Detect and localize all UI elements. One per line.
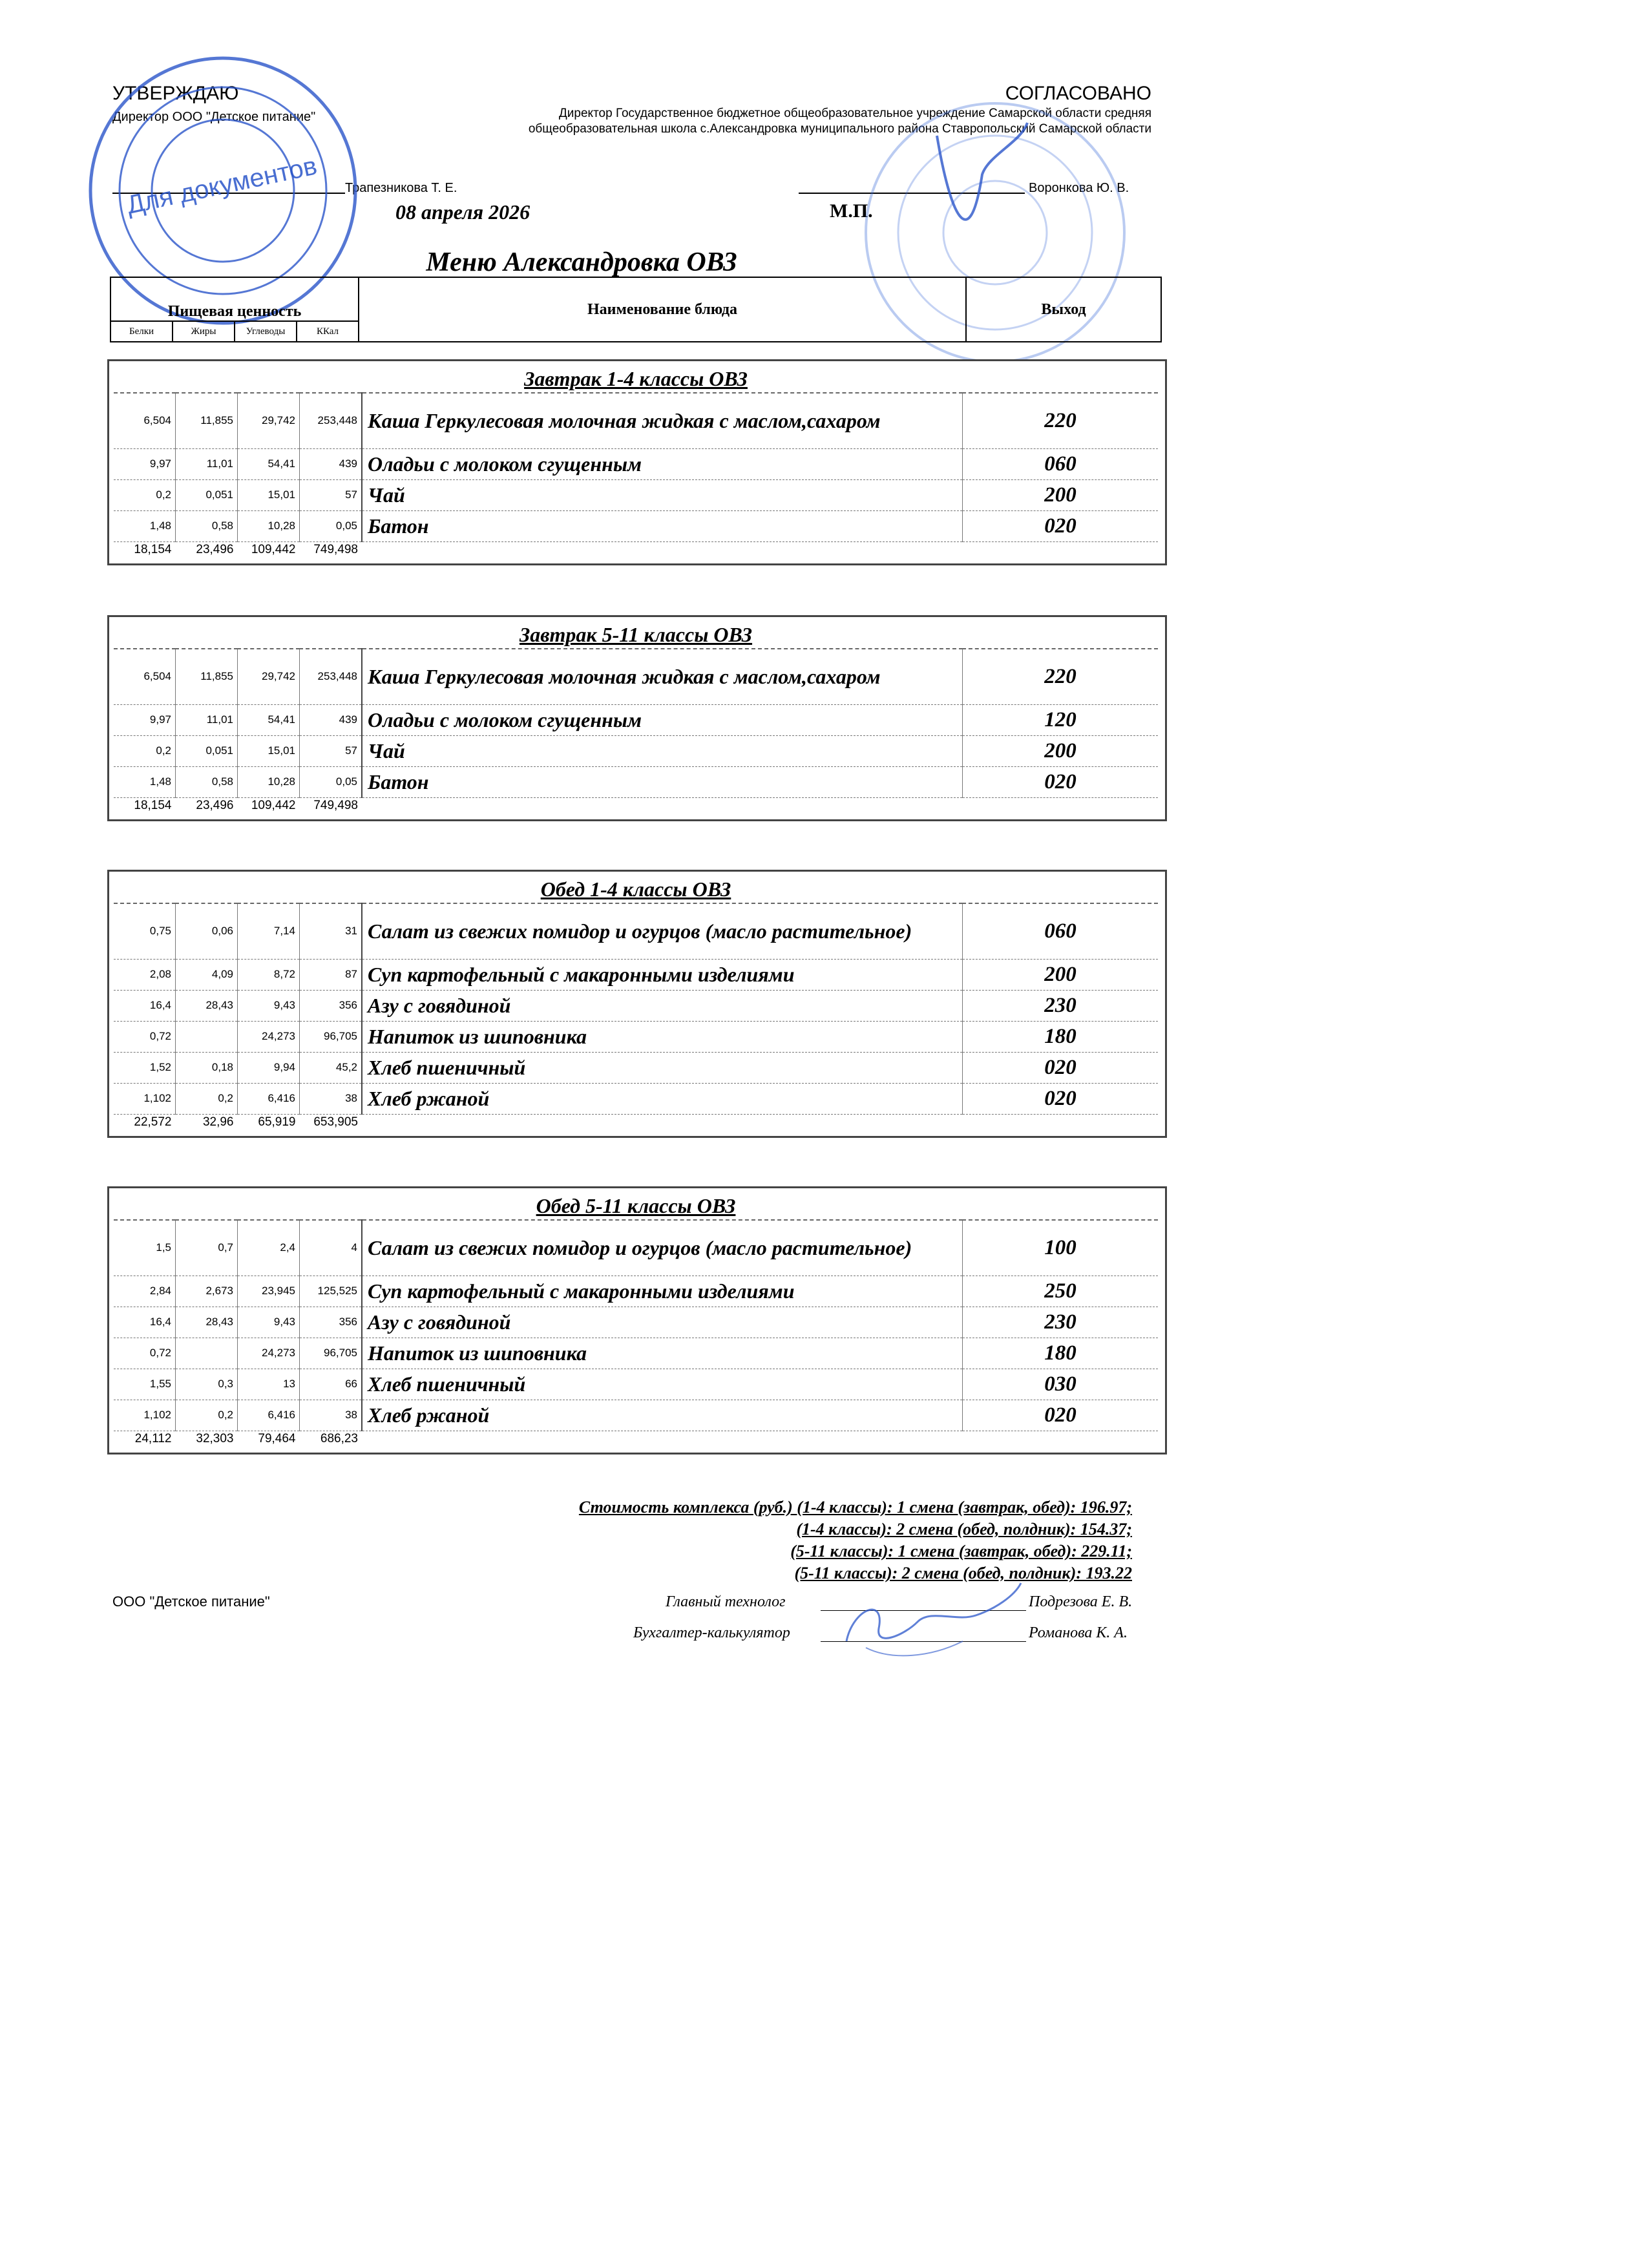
nutrition-value: 38 [300, 1083, 362, 1114]
menu-row [114, 1021, 1158, 1052]
approve-title: УТВЕРЖДАЮ [112, 83, 239, 104]
nutrition-value: 9,94 [238, 1052, 300, 1083]
nutrition-value: 0,58 [176, 766, 238, 797]
nutrition-value: 6,504 [114, 649, 176, 704]
total-row [114, 1431, 1158, 1447]
nutrition-value: 1,102 [114, 1083, 176, 1114]
dish-yield: 200 [963, 479, 1159, 510]
nutrition-value: 13 [238, 1369, 300, 1400]
technologist-label: Главный технолог [666, 1593, 786, 1610]
stamp-place-label: М.П. [830, 200, 873, 222]
menu-row [114, 704, 1158, 735]
nutrition-value: 11,855 [176, 649, 238, 704]
nutrition-value: 0,7 [176, 1220, 238, 1276]
nutrition-value: 0,2 [176, 1400, 238, 1431]
nutrition-value: 10,28 [238, 510, 300, 541]
menu-title: Меню Александровка ОВЗ [426, 247, 737, 277]
dish-header: Наименование блюда [359, 277, 966, 342]
nutrition-value: 2,4 [238, 1220, 300, 1276]
menu-row [114, 1307, 1158, 1338]
dish-yield: 060 [963, 448, 1159, 479]
section-title: Завтрак 1-4 классы ОВЗ [114, 365, 1158, 393]
menu-row [114, 903, 1158, 959]
accountant-name: Романова К. А. [1029, 1624, 1128, 1641]
nutrition-value: 253,448 [300, 393, 362, 448]
nutrition-value: 0,2 [176, 1083, 238, 1114]
total-spacer [362, 1431, 963, 1447]
total-value: 749,498 [313, 799, 358, 813]
total-spacer [963, 797, 1159, 814]
total-value: 18,154 [134, 543, 172, 557]
menu-row [114, 735, 1158, 766]
dish-yield: 020 [963, 510, 1159, 541]
nutrition-value: 11,855 [176, 393, 238, 448]
dish-yield: 220 [963, 649, 1159, 704]
dish-name: Салат из свежих помидор и огурцов (масло растительное) [362, 1220, 963, 1276]
total-value: 23,496 [196, 799, 234, 813]
total-value: 18,154 [134, 799, 172, 813]
menu-section-table [114, 365, 1158, 558]
nutrition-value: 2,08 [114, 959, 176, 990]
nutrition-value: 28,43 [176, 990, 238, 1021]
nutrition-value: 0,2 [114, 479, 176, 510]
dish-name: Хлеб ржаной [362, 1400, 963, 1431]
nutrition-value: 54,41 [238, 704, 300, 735]
agreed-subtitle: Директор Государственное бюджетное общеобразовательное учреждение Самарской области средняя общеобразовательная школа с.Александровка муниципального района Ставропольский Самарской области [528, 107, 1151, 136]
dish-yield: 020 [963, 766, 1159, 797]
nutrition-value: 6,416 [238, 1400, 300, 1431]
nutrition-value: 439 [300, 448, 362, 479]
menu-section [107, 870, 1167, 1138]
nutrition-value: 6,416 [238, 1083, 300, 1114]
nutrition-value: 38 [300, 1400, 362, 1431]
dish-yield: 020 [963, 1400, 1159, 1431]
menu-section [107, 359, 1167, 565]
carbs-header: Углеводы [235, 321, 297, 342]
nutrition-value: 96,705 [300, 1338, 362, 1369]
menu-row [114, 393, 1158, 448]
dish-yield: 180 [963, 1021, 1159, 1052]
dish-name: Суп картофельный с макаронными изделиями [362, 1276, 963, 1307]
dish-yield: 250 [963, 1276, 1159, 1307]
dish-name: Хлеб пшеничный [362, 1369, 963, 1400]
nutrition-value: 0,72 [114, 1021, 176, 1052]
nutrition-value: 9,97 [114, 448, 176, 479]
menu-row [114, 1400, 1158, 1431]
cost-line-2: (1-4 классы): 2 смена (обед, полдник): 154.37; [796, 1520, 1132, 1538]
total-value: 749,498 [313, 543, 358, 557]
nutrition-value: 0,051 [176, 479, 238, 510]
menu-section [107, 615, 1167, 821]
nutrition-value: 0,06 [176, 903, 238, 959]
menu-section-table [114, 876, 1158, 1131]
menu-row [114, 1083, 1158, 1114]
approve-subtitle: Директор ООО "Детское питание" [112, 110, 316, 124]
total-value: 65,919 [258, 1115, 296, 1129]
nutrition-value: 1,52 [114, 1052, 176, 1083]
total-value: 653,905 [313, 1115, 358, 1129]
dish-yield: 020 [963, 1052, 1159, 1083]
nutrition-value: 7,14 [238, 903, 300, 959]
total-value: 79,464 [258, 1432, 296, 1446]
total-value: 686,23 [320, 1432, 358, 1446]
nutrition-value: 10,28 [238, 766, 300, 797]
dish-name: Батон [362, 766, 963, 797]
total-spacer [362, 541, 963, 558]
total-value: 24,112 [134, 1432, 172, 1446]
nutrition-value: 9,97 [114, 704, 176, 735]
menu-row [114, 766, 1158, 797]
nutrition-value: 11,01 [176, 704, 238, 735]
nutrition-value: 16,4 [114, 990, 176, 1021]
dish-name: Хлеб пшеничный [362, 1052, 963, 1083]
signature-icon [827, 1570, 1034, 1667]
nutrition-value: 23,945 [238, 1276, 300, 1307]
menu-row [114, 649, 1158, 704]
nutrition-value: 87 [300, 959, 362, 990]
total-row [114, 1114, 1158, 1131]
nutrition-value: 4 [300, 1220, 362, 1276]
total-value: 22,572 [134, 1115, 172, 1129]
nutrition-value: 57 [300, 479, 362, 510]
nutrition-value: 15,01 [238, 735, 300, 766]
cost-line-1: Стоимость комплекса (руб.) (1-4 классы): 1 смена (завтрак, обед): 196.97; [578, 1498, 1132, 1517]
nutrition-value: 439 [300, 704, 362, 735]
nutrition-value: 0,05 [300, 510, 362, 541]
nutrition-value: 29,742 [238, 649, 300, 704]
approve-date: 08 апреля 2026 [395, 200, 530, 224]
total-value: 109,442 [251, 543, 296, 557]
menu-row [114, 510, 1158, 541]
dish-yield: 180 [963, 1338, 1159, 1369]
menu-section [107, 1186, 1167, 1454]
nutrition-value: 356 [300, 1307, 362, 1338]
approve-signer: Трапезникова Т. Е. [345, 181, 457, 195]
nutrition-value: 0,58 [176, 510, 238, 541]
nutrition-value: 0,3 [176, 1369, 238, 1400]
nutrition-value: 0,18 [176, 1052, 238, 1083]
total-spacer [963, 541, 1159, 558]
dish-name: Салат из свежих помидор и огурцов (масло растительное) [362, 903, 963, 959]
nutrition-value: 54,41 [238, 448, 300, 479]
nutrition-value: 8,72 [238, 959, 300, 990]
technologist-name: Подрезова Е. В. [1029, 1593, 1133, 1610]
total-row [114, 541, 1158, 558]
total-row [114, 797, 1158, 814]
nutrition-value: 29,742 [238, 393, 300, 448]
nutrition-value: 1,48 [114, 510, 176, 541]
dish-name: Каша Геркулесовая молочная жидкая с маслом,сахаром [362, 393, 963, 448]
menu-row [114, 990, 1158, 1021]
nutrition-value: 1,5 [114, 1220, 176, 1276]
nutrition-value: 16,4 [114, 1307, 176, 1338]
total-spacer [963, 1114, 1159, 1131]
menu-row [114, 1220, 1158, 1276]
nutrition-value: 0,05 [300, 766, 362, 797]
column-header-table [110, 277, 1162, 342]
dish-yield: 220 [963, 393, 1159, 448]
cost-line-3: (5-11 классы): 1 смена (завтрак, обед): 229.11; [790, 1542, 1132, 1560]
nutrition-value: 356 [300, 990, 362, 1021]
agreed-signer: Воронкова Ю. В. [1029, 181, 1129, 195]
dish-yield: 200 [963, 959, 1159, 990]
nutrition-value: 0,2 [114, 735, 176, 766]
menu-row [114, 1338, 1158, 1369]
agreed-title: СОГЛАСОВАНО [1005, 83, 1151, 104]
nutrition-value: 6,504 [114, 393, 176, 448]
total-spacer [362, 797, 963, 814]
nutrition-value: 9,43 [238, 990, 300, 1021]
nutrition-value: 0,051 [176, 735, 238, 766]
nutrition-value: 28,43 [176, 1307, 238, 1338]
nutrition-value: 2,673 [176, 1276, 238, 1307]
accountant-label: Бухгалтер-калькулятор [633, 1624, 790, 1641]
nutrition-value [176, 1338, 238, 1369]
menu-row [114, 1369, 1158, 1400]
stamp-text: Для документов [124, 151, 320, 220]
dish-yield: 120 [963, 704, 1159, 735]
dish-yield: 230 [963, 990, 1159, 1021]
menu-row [114, 479, 1158, 510]
dish-name: Напиток из шиповника [362, 1338, 963, 1369]
total-value: 32,96 [202, 1115, 234, 1129]
nutrition-value: 96,705 [300, 1021, 362, 1052]
nutrition-value: 9,43 [238, 1307, 300, 1338]
dish-name: Хлеб ржаной [362, 1083, 963, 1114]
dish-name: Азу с говядиной [362, 1307, 963, 1338]
nutrition-value: 1,102 [114, 1400, 176, 1431]
nutrition-value: 0,72 [114, 1338, 176, 1369]
nutrition-value: 4,09 [176, 959, 238, 990]
dish-name: Каша Геркулесовая молочная жидкая с маслом,сахаром [362, 649, 963, 704]
nutrition-value [176, 1021, 238, 1052]
total-value: 32,303 [196, 1432, 234, 1446]
nutrition-value: 0,75 [114, 903, 176, 959]
section-title: Завтрак 5-11 классы ОВЗ [114, 621, 1158, 649]
nutrition-value: 24,273 [238, 1021, 300, 1052]
total-spacer [963, 1431, 1159, 1447]
yield-header: Выход [966, 277, 1161, 342]
dish-yield: 230 [963, 1307, 1159, 1338]
cost-line-4: (5-11 классы): 2 смена (обед, полдник): 193.22 [794, 1564, 1132, 1582]
section-title: Обед 1-4 классы ОВЗ [114, 876, 1158, 903]
section-title: Обед 5-11 классы ОВЗ [114, 1192, 1158, 1220]
total-value: 23,496 [196, 543, 234, 557]
dish-yield: 020 [963, 1083, 1159, 1114]
dish-name: Азу с говядиной [362, 990, 963, 1021]
menu-section-table [114, 1192, 1158, 1447]
nutrition-header: Пищевая ценность [110, 277, 359, 321]
dish-name: Оладьи с молоком сгущенным [362, 448, 963, 479]
nutrition-value: 15,01 [238, 479, 300, 510]
menu-row [114, 1052, 1158, 1083]
dish-name: Оладьи с молоком сгущенным [362, 704, 963, 735]
dish-name: Чай [362, 735, 963, 766]
menu-section-table [114, 621, 1158, 814]
dish-yield: 100 [963, 1220, 1159, 1276]
nutrition-value: 45,2 [300, 1052, 362, 1083]
nutrition-value: 253,448 [300, 649, 362, 704]
nutrition-value: 125,525 [300, 1276, 362, 1307]
kcal-header: ККал [297, 321, 359, 342]
nutrition-value: 1,55 [114, 1369, 176, 1400]
menu-row [114, 959, 1158, 990]
menu-row [114, 448, 1158, 479]
nutrition-value: 2,84 [114, 1276, 176, 1307]
total-value: 109,442 [251, 799, 296, 813]
dish-name: Напиток из шиповника [362, 1021, 963, 1052]
footer-company: ООО "Детское питание" [112, 1593, 270, 1610]
protein-header: Белки [110, 321, 173, 342]
dish-name: Суп картофельный с макаронными изделиями [362, 959, 963, 990]
dish-yield: 030 [963, 1369, 1159, 1400]
nutrition-value: 1,48 [114, 766, 176, 797]
dish-yield: 200 [963, 735, 1159, 766]
dish-yield: 060 [963, 903, 1159, 959]
dish-name: Батон [362, 510, 963, 541]
dish-name: Чай [362, 479, 963, 510]
total-spacer [362, 1114, 963, 1131]
nutrition-value: 24,273 [238, 1338, 300, 1369]
nutrition-value: 66 [300, 1369, 362, 1400]
menu-row [114, 1276, 1158, 1307]
nutrition-value: 57 [300, 735, 362, 766]
nutrition-value: 31 [300, 903, 362, 959]
fat-header: Жиры [173, 321, 235, 342]
nutrition-value: 11,01 [176, 448, 238, 479]
